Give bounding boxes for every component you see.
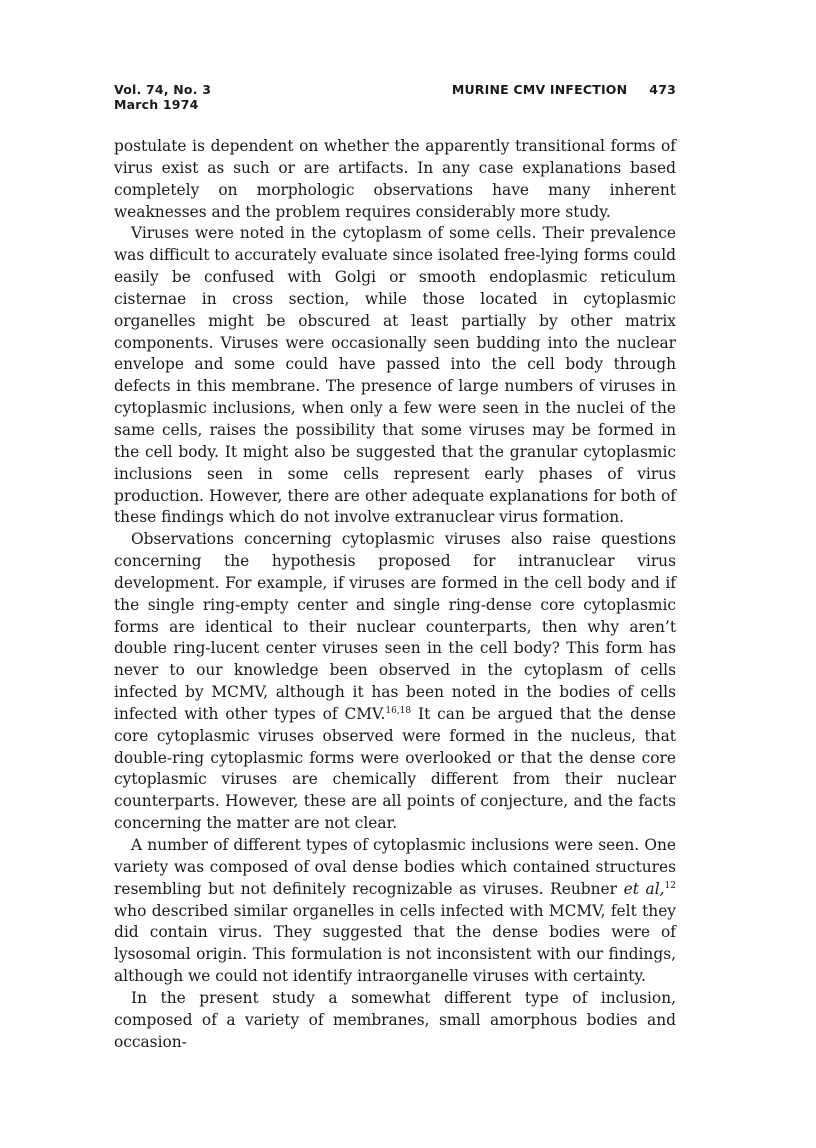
paragraph-text: A number of different types of cytoplasmic inclusions were seen. One variety was composed of oval dense bodies which contained structures resembling but not definitely recognizable as viruses. Reubner (114, 836, 676, 898)
paragraph (114, 835, 676, 988)
paragraph-text: Observations concerning cytoplasmic viruses also raise questions concerning the hypothesis proposed for intranuclear virus development. For example, if viruses are formed in the cell body and if the single ring-empty center and single ring-dense core cytoplasmic forms are identical to their nuclear counterparts, then why aren’t double ring-lucent center viruses seen in the cell body? This form has never to our knowledge been observed in the cytoplasm of cells infected by MCMV, although it has been noted in the bodies of cells infected with other types of CMV. (114, 530, 676, 723)
issue-date: March 1974 (114, 97, 199, 112)
page-number: 473 (649, 82, 676, 97)
paragraph: Viruses were noted in the cytoplasm of some cells. Their prevalence was difficult to accurately evaluate since isolated free-lying forms could easily be confused with Golgi or smooth endoplasmic reticulum cisternae in cross section, while those located in cytoplasmic organelles might be obscured at least partially by other matrix components. Viruses were occasionally seen budding into the nuclear envelope and some could have passed into the cell body through defects in this membrane. The presence of large numbers of viruses in cytoplasmic inclusions, when only a few were seen in the nuclei of the same cells, raises the possibility that some viruses may be formed in the cell body. It might also be suggested that the granular cytoplasmic inclusions seen in some cells represent early phases of virus production. However, there are other adequate explanations for both of these findings which do not involve extranuclear virus formation. (114, 224, 676, 527)
reference-superscript: 16,18 (385, 705, 412, 716)
journal-citation (114, 82, 211, 112)
running-title-block (452, 82, 676, 97)
reference-superscript: 12 (664, 880, 676, 891)
paragraph (114, 529, 676, 835)
paragraph: postulate is dependent on whether the apparently transitional forms of virus exist as such or are artifacts. In any case explanations based completely on morphologic observations have many inherent weaknesses and the problem requires considerably more study. (114, 137, 676, 221)
running-title: MURINE CMV INFECTION (451, 82, 628, 97)
page (114, 82, 676, 1053)
paragraph-text: It can be argued that the dense core cytoplasmic viruses observed were formed in the nucleus, that double-ring cytoplasmic forms were overlooked or that the dense core cytoplasmic viruses are chemically different from their nuclear counterparts. However, these are all points of conjecture, and the facts concerning the matter are not clear. (114, 704, 676, 833)
volume-issue: Vol. 74, No. 3 (114, 82, 212, 97)
running-head (114, 82, 676, 116)
article-body (114, 136, 676, 1053)
paragraph: In the present study a somewhat different type of inclusion, composed of a variety of membranes, small amorphous bodies and occasion- (114, 988, 676, 1051)
paragraph-text: who described similar organelles in cells infected with MCMV, felt they did contain virus. They suggested that the dense bodies were of lysosomal origin. This formulation is not inconsistent with our findings, although we could not identify intraorganelle viruses with certainty. (114, 901, 676, 986)
et-al: et al, (623, 879, 665, 898)
